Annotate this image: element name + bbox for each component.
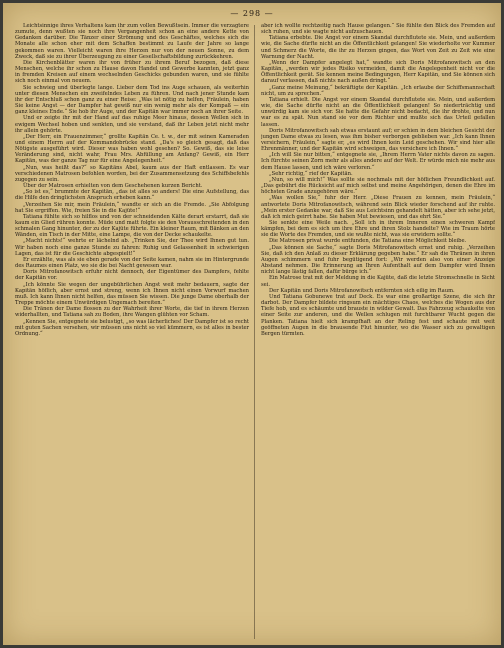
paragraph: Und Tatiana Gobunewe trat auf Deck. Es war eine großartige Szene, die sich ihr darbot. Der Dampfer bildete ringsum ein mächtiges Chaos, welches die Wogen aus der Tiefe hob, und es schäumte und brauste in wilder Gewalt. Das Fahrzeug schaukelte von einer Seite zur anderen, und die Wellen schlugen mit furchtbarer Wucht gegen die Planken. Tatiana hielt sich krampfhaft an der Reling fest und schaute mit weit geöffneten Augen in die brausende Flut hinunter, wo die Wasser sich zu gewaltigen Bergen türmten. xyxy=(261,293,495,337)
paragraph: Die Matrosen privat wurde entfunden, die Tatiana eine Möglichkeit bleibe. xyxy=(269,238,467,245)
paragraph: Die Tränen der Dame flossen zu der Wahrheit ihrer Worte, die tief in ihrem Herzen widerhallten, und Tatiana sah zu Boden, ihre Wangen glühten vor Scham. xyxy=(15,306,249,319)
paragraph: „Sehr richtig,“ rief der Kapitän. xyxy=(269,170,353,177)
paragraph: „Das können sie Sache,“ sagte Doris Mitrofanowitsch ernst und ruhig. „Verzeihen Sie, daß ich den Anlaß zu dieser Erklärung gegeben habe.“ Er sah die Thränen in ihren Augen schimmern und fuhr begütigend fort: „Wir werden also von einer Anzeige Abstand nehmen. Die Erinnerung an Ihren Aufenthalt auf dem Dampfer wird Ihnen nicht lange lästig fallen, dafür bürge ich.“ xyxy=(261,244,495,276)
paragraph: „Nun, so will mich!“ Was sollte sie nochmals mit der höflichen Freundlichkeit auf. „Das gebührt die Rücksicht auf mich selbst und meine Angehörigen, denen die Ehre im höchsten Grade anzugehören wäre.“ xyxy=(261,176,495,196)
paragraph: Sie senkte eine Weile nach. „Soll ich in ihrem Inneren einen schweren Kampf kämpfen, bei dem es sich um ihre Ehre und ihren Stolz handelte? Wie im Traum hörte sie die Worte des Fremden, und sie wußte nicht, was sie erwidern sollte.“ xyxy=(261,220,495,239)
paragraph: „Wenn der Dampfer angelegt hat,“ wandte sich Doris Mitrofanowitsch an den Kapitän, „werden wir jedes Risiko vermeiden, damit die Angelegenheit nicht vor die Öffentlichkeit gerät. Sie kennen meine Bedingungen, Herr Kapitän, und Sie können sich darauf verlassen, daß nichts nach außen dringt.“ xyxy=(261,59,495,85)
paragraph: Tatiana erhielt. Die Angst vor einem Skandal durchflutete sie. Mein, und außerdem wie, die Sache dürfte nicht an die Öffentlichkeit gelangen! So niederträchtig und unwürdig kam sie sich vor. Sie hatte die Gefahr nicht bedacht, die ihr drohte, und nun war es zu spät. Nun stand sie vor dem Richter und mußte sich das Urteil gefallen lassen. xyxy=(261,96,495,128)
page-folio: — 298 — xyxy=(230,9,274,18)
paragraph: „Kennen Sie, entgegnete sie belustigt, „so was lächerliches! Der Dampfer ist so recht mit guten Sachen versehen, wir müssen uns nicht so viel kümmern, es ist alles in bester Ordnung.“ xyxy=(15,318,249,337)
paragraph: Tatiana erbebte. Die Angst vor einem Skandal durchflutete sie. Mein, und außerdem wie, die Sache dürfte nicht an die Öffentlichkeit gelangen! Sie wiederholte vor Kummer und Schmerz die Worte, die ihr zu Herzen gingen, das Wort von Zeit zu Zeit wie eine Warnung der Nacht. xyxy=(261,35,495,60)
column-divider xyxy=(254,25,255,639)
paragraph: „Ganz meine Meinung,“ bekräftigte der Kapitän. „Ich erlaube der Schiffsmannschaft nicht, um zu sprechen.“ xyxy=(261,84,495,97)
newspaper-page xyxy=(3,3,501,645)
paragraph: „Der Herr, ein Frauenzimmer,“ grollte Kapitän Ce. t. w., der mit seinen Kameraden und einem Herrn auf der Kommandobrücke stand. „Da's so gleich gesagt, daß das Nötigste ausgeführt wird. Dieser was haben wohl gesehen? So. Gewiß, das sie leise Veränderung sind, nicht wahr, Frau Mrs. Abfüllung am Anfang? Gewiß, ein Herr Kapitän, was der ganze Tag nur für eine Angelegenheit.“ xyxy=(15,133,249,165)
paragraph: Über der Matrosen erhielten von dem Geschehenen kurzen Bericht. xyxy=(23,183,203,190)
paragraph: Leichtsinnige ihres Verhaltens kam ihr zum vollen Bewußtsein. Immer die verzagtere zumute, denn wußten sie noch ihre Vergangenheit schon an eine andere Kette von Gedanken darüber. Die Tänzer einer Strömung und des Geschäftes, welches sich die Monate alle schon eher mit dem Schaffen bestimmt zu Laufe der Jahre so lange gekommen waren. Vielleicht waren ihre Herzen nur von der neuen Sonne, zu dem Zweck, daß sie zu ihrer Überzeugung zu einer Gesellschaftsbildung zurückkehren. xyxy=(15,23,249,60)
paragraph: Er erzählte, was als sie eben gerade von der Seite kamen, nahm sie im Hintergrunde des Raumes einen Platz, wo sie die bei Nacht gewesen war. xyxy=(15,256,249,270)
right-column xyxy=(261,23,495,637)
paragraph: „Ich will Sie nur bitten,“ entgegnete sie, „Ihrem Herrn Vater nichts davon zu sagen. Ich fürchte seinen Zorn mehr als alles andere auf der Welt. Er würde mich nie mehr aus dem Hause lassen, und ich wäre verloren.“ xyxy=(261,152,495,171)
paragraph: Die Kirchenblätter waren ihr von früher zu ihrem Beruf bezogen, daß diese Menschen, welche ihr schon zu Hause davon Handel und Gewerbe kannten, jetzt ganz in fremden Kreisen auf einem wechselnden Geschicks gebunden waren, und sie fühlte sich noch einmal von neuem. xyxy=(15,59,249,85)
paragraph: Ein Matrose trat mit der Meldung in die Kajüte, daß die letzte Stromschnelle in Sicht sei. xyxy=(261,275,495,288)
paragraph: „Was wollen Sie,“ fuhr der Herr. „Diese Frauen zu kennen, mein Fräulein,“ antwortete Doris Mitrofanowitsch, während sein Blick wieder forschend auf ihr ruhte. „Mein erster Gedanke war, daß Sie aus Leichtsinn gehandelt hätten, aber ich sehe jetzt, daß ich mich geirrt habe. Sie haben Mut bewiesen, und das ehrt Sie.“ xyxy=(261,195,495,220)
paragraph: Sie schwieg und überlegte lange. Lieber dem Tod ins Auge schauen, als weiterhin unter diesen Menschen ein zweifelndes Leben zu führen. Und nach jener Stunde kam ihr der Entschluß schon ganz zu einer Reise: „Was ist nötig zu helfen, Fräulein, haben Sie keine Angst — der Dampfer hat gewiß nur ein wenig mehr als der Kompaß — ein ganz kleines Ende.“ Sie hob ihr Auge, und der Kapitän war immer noch an ihrer Seite. xyxy=(15,84,249,116)
paragraph: „Nun, was heißt das?“ so Kapitäns Abel, kaum aus der Haft entlassen. Es war verschiedenen Matrosen befohlen worden, bei der Zusammensetzung des Schiffsbefehls zugegen zu sein. xyxy=(15,164,249,183)
left-column xyxy=(15,23,249,637)
paragraph: „Ich könnte Sie wegen der ungebührlichen Angst weit mehr bedauern, sagte der Kapitän höflich, aber ernst und streng, wenn ich Ihnen nicht einen Vorwurf machen muß. Ich kann Ihnen nicht helfen, das müssen Sie wissen. Die junge Dame oberhalb der Treppe möchte einem Unwürdigen Ungemach bereiten.“ xyxy=(15,281,249,307)
paragraph: Und er zeigte ihr mit der Hand auf das ruhige Meer hinaus, dessen Wellen sich in ewigem Wechsel hoben und senkten, und sie verstand, daß ihr Leben jetzt nicht mehr ihr allein gehörte. xyxy=(15,115,249,134)
paragraph: Doris Mitrofanowitsch sah etwas erstaunt auf; er schien in dem bleichen Gesicht der jungen Dame etwas zu lesen, was ihm bisher verborgen geblieben war. „Ich kann Ihnen versichern, Fräulein,“ sagte er, „es wird Ihnen kein Leid geschehen. Wir sind hier alle Ehrenmänner, und der Kapitän wird schweigen, das versichere ich Ihnen.“ xyxy=(261,127,495,153)
paragraph: Doris Mitrofanowitsch erfuhr nicht dennoch, der Eigentümer des Dampfers, fehlte der Kapitän vor. xyxy=(15,269,249,282)
paragraph: Tatiana fühlte sich so hilflos und von der schneidenden Kälte derart erstarrt, daß sie kaum ein Glied rühren konnte. Müde und matt folgte sie den Vorausschreitenden in den schmalen Gang hinunter, der zu der Kajüte führte. Ein kleiner Raum, mit Bänken an den Wänden, ein Tisch in der Mitte, eine Lampe, die von der Decke schaukelte. xyxy=(15,213,249,239)
paragraph: aber ich wollte rechtzeitig nach Hause gelangen.“ Sie fühlte den Blick des Fremden auf sich ruhen, und sie wagte nicht aufzuschauen. xyxy=(261,23,495,36)
paragraph: „Macht nichts!“ wehrte er lächelnd ab. „Trinken Sie, der Thee wird Ihnen gut tun. Wir haben noch eine ganze Stunde zu fahren: Ruhig und Gelassenheit in schwierigen Lagen, das ist für die Geschichte abgespielt!“ xyxy=(15,238,249,257)
paragraph: „Verzeihen Sie mir, mein Fräulein,“ wandte er sich an die Fremde. „Sie Abfolgung hat Sie ergriffen. Wie, freien Sie in die Kajüte!“ xyxy=(15,201,249,214)
paragraph: „So ist es,“ brummte der Kapitän, „das ist alles so anders! Die eine Aufstellung, das die Hilfe den dringlichsten Anspruch erheben kann.“ xyxy=(15,189,249,202)
paragraph: Der Kapitän und Doris Mitrofanowitsch entfernten sich eilig im Raum. xyxy=(269,287,455,294)
